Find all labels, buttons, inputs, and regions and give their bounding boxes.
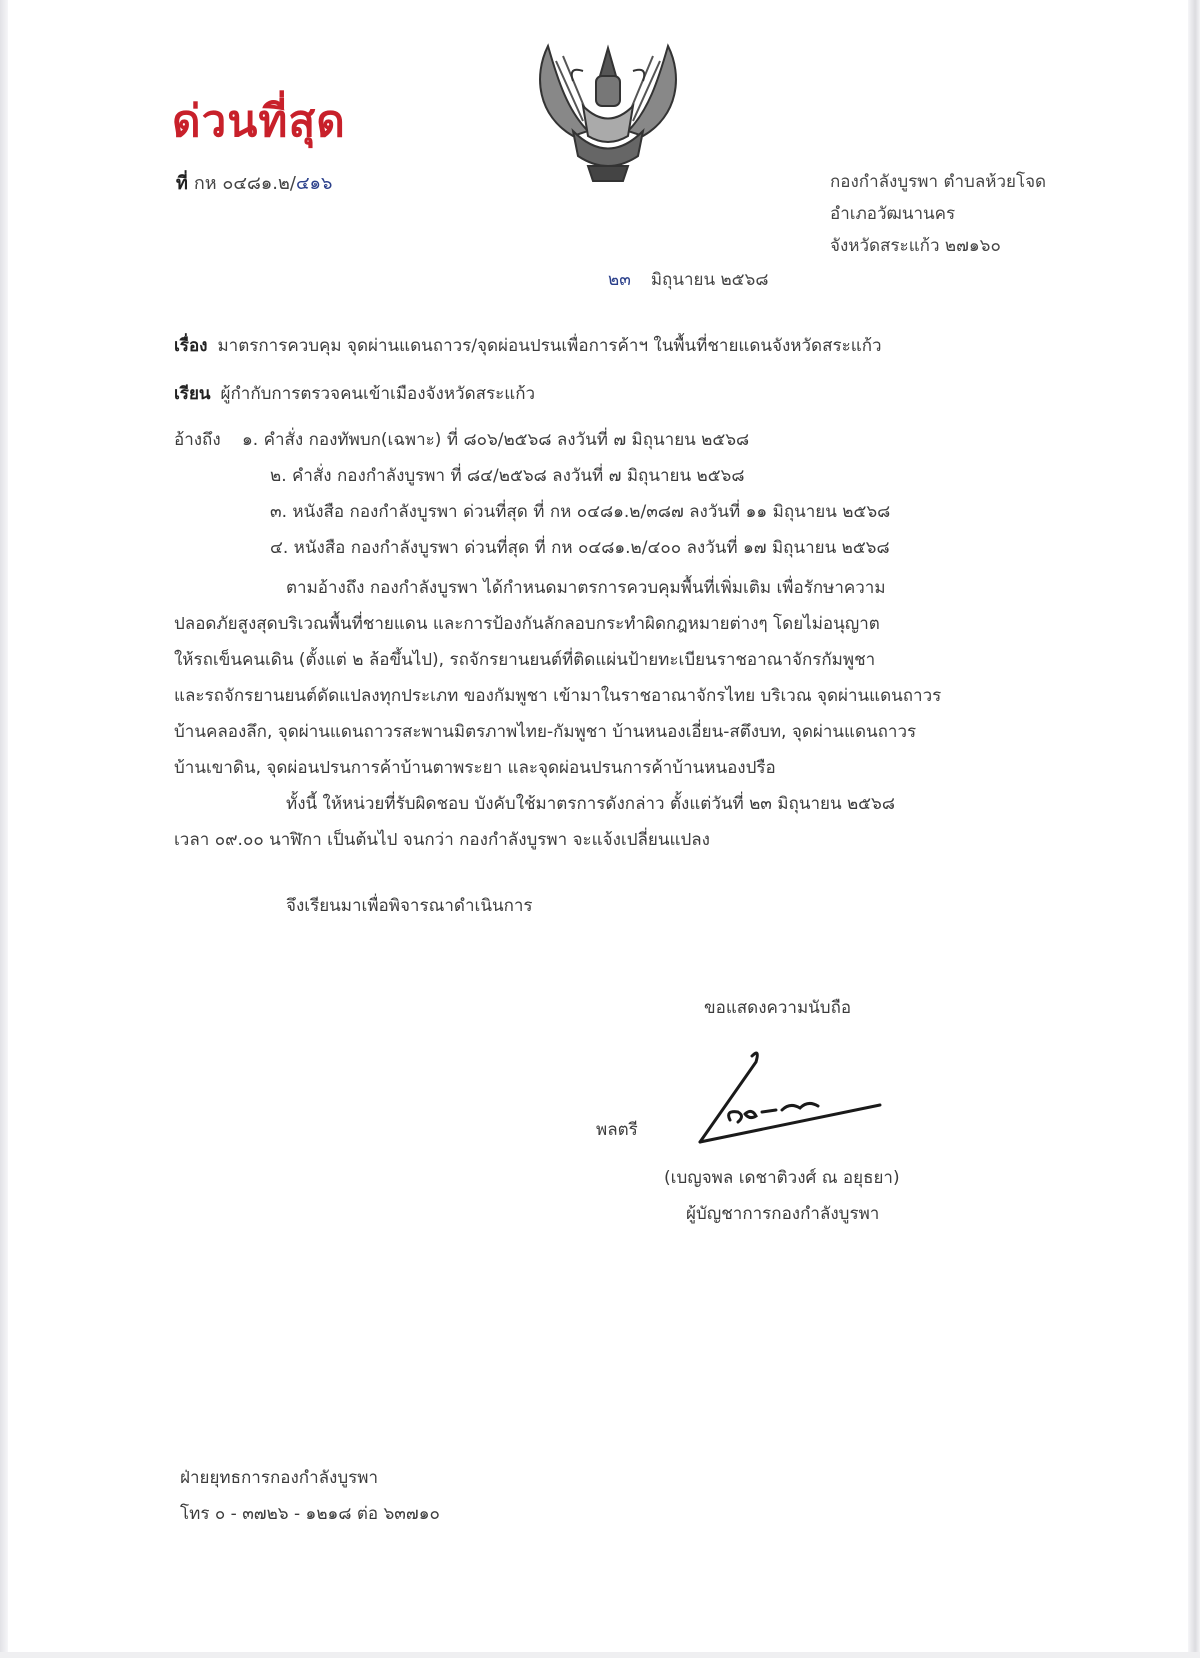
signatory-position: ผู้บัญชาการกองกำลังบูรพา [686,1204,880,1224]
body-line: ตามอ้างถึง กองกำลังบูรพา ได้กำหนดมาตรการควบคุมพื้นที่เพิ่มเติม เพื่อรักษาความ [286,578,886,598]
body-line: และรถจักรยานยนต์ดัดแปลงทุกประเภท ของกัมพูชา เข้ามาในราชอาณาจักรไทย บริเวณ จุดผ่านแดนถาวร [174,686,942,706]
page-edge-left [0,0,8,1658]
body-paragraph-1 [174,570,1074,786]
garuda-emblem-icon [528,36,688,186]
recipient-line [174,380,535,407]
footer-phone: โทร ๐ - ๓๗๒๖ - ๑๒๑๘ ต่อ ๖๓๗๑๐ [180,1504,440,1524]
document-number-prefix: กห ๐๔๘๑.๒/ [193,173,296,194]
subject-line [174,332,882,359]
recipient-label: เรียน [174,384,211,404]
sender-address [830,166,1046,262]
document-number [176,168,332,197]
recipient-text: ผู้กำกับการตรวจคนเข้าเมืองจังหวัดสระแก้ว [220,384,536,404]
sender-address-line: จังหวัดสระแก้ว ๒๗๑๖๐ [830,236,1001,256]
date-day: ๒๓ [608,270,631,290]
signatory-rank: พลตรี [596,1120,638,1140]
reference-item: ๑. คำสั่ง กองทัพบก(เฉพาะ) ที่ ๘๐๖/๒๕๖๘ ลงวันที่ ๗ มิถุนายน ๒๕๖๘ [242,430,750,450]
document-number-label: ที่ [176,173,188,194]
page-edge-bottom [0,1652,1200,1658]
sender-address-line: กองกำลังบูรพา ตำบลห้วยโจด [830,172,1047,192]
body-line: เวลา ๐๙.๐๐ นาฬิกา เป็นต้นไป จนกว่า กองกำลังบูรพา จะแจ้งเปลี่ยนแปลง [174,830,710,850]
body-line: ให้รถเข็นคนเดิน (ตั้งแต่ ๒ ล้อขึ้นไป), รถจักรยานยนต์ที่ติดแผ่นป้ายทะเบียนราชอาณาจักรกัมพูชา [174,650,876,670]
body-line: บ้านเขาดิน, จุดผ่อนปรนการค้าบ้านตาพระยา และจุดผ่อนปรนการค้าบ้านหนองปรือ [174,758,776,778]
subject-text: มาตรการควบคุม จุดผ่านแดนถาวร/จุดผ่อนปรนเพื่อการค้าฯ ในพื้นที่ชายแดนจังหวัดสระแก้ว [217,336,882,356]
date-month-year: มิถุนายน ๒๕๖๘ [650,270,769,290]
body-line: จึงเรียนมาเพื่อพิจารณาดำเนินการ [286,896,533,916]
subject-label: เรื่อง [174,336,208,356]
handwritten-signature-icon [690,1040,890,1150]
closing-salutation: ขอแสดงความนับถือ [704,998,852,1018]
sender-address-line: อำเภอวัฒนานคร [830,204,956,224]
body-line: บ้านคลองลึก, จุดผ่านแดนถาวรสะพานมิตรภาพไทย-กัมพูชา บ้านหนองเอี่ยน-สตึงบท, จุดผ่านแดนถาวร [174,722,917,742]
footer-department: ฝ่ายยุทธการกองกำลังบูรพา [180,1468,379,1488]
urgency-stamp: ด่วนที่สุด [172,96,346,147]
page-edge-right [1188,0,1200,1658]
body-line: ทั้งนี้ ให้หน่วยที่รับผิดชอบ บังคับใช้มาตรการดังกล่าว ตั้งแต่วันที่ ๒๓ มิถุนายน ๒๕๖๘ [286,794,895,814]
body-paragraph-3 [174,888,1074,924]
reference-item: ๒. คำสั่ง กองกำลังบูรพา ที่ ๘๔/๒๕๖๘ ลงวันที่ ๗ มิถุนายน ๒๕๖๘ [270,466,745,486]
reference-item: ๔. หนังสือ กองกำลังบูรพา ด่วนที่สุด ที่ กห ๐๔๘๑.๒/๔๐๐ ลงวันที่ ๑๗ มิถุนายน ๒๕๖๘ [270,538,890,558]
reference-item: ๓. หนังสือ กองกำลังบูรพา ด่วนที่สุด ที่ กห ๐๔๘๑.๒/๓๘๗ ลงวันที่ ๑๑ มิถุนายน ๒๕๖๘ [270,502,891,522]
body-line: ปลอดภัยสูงสุดบริเวณพื้นที่ชายแดน และการป้องกันลักลอบกระทำผิดกฎหมายต่างๆ โดยไม่อนุญาต [174,614,880,634]
signatory-name: (เบญจพล เดชาติวงศ์ ณ อยุธยา) [664,1168,900,1188]
references-label: อ้างถึง [174,430,221,450]
body-paragraph-2 [174,786,1074,858]
document-date [608,266,768,293]
document-number-suffix: ๔๑๖ [295,173,333,194]
